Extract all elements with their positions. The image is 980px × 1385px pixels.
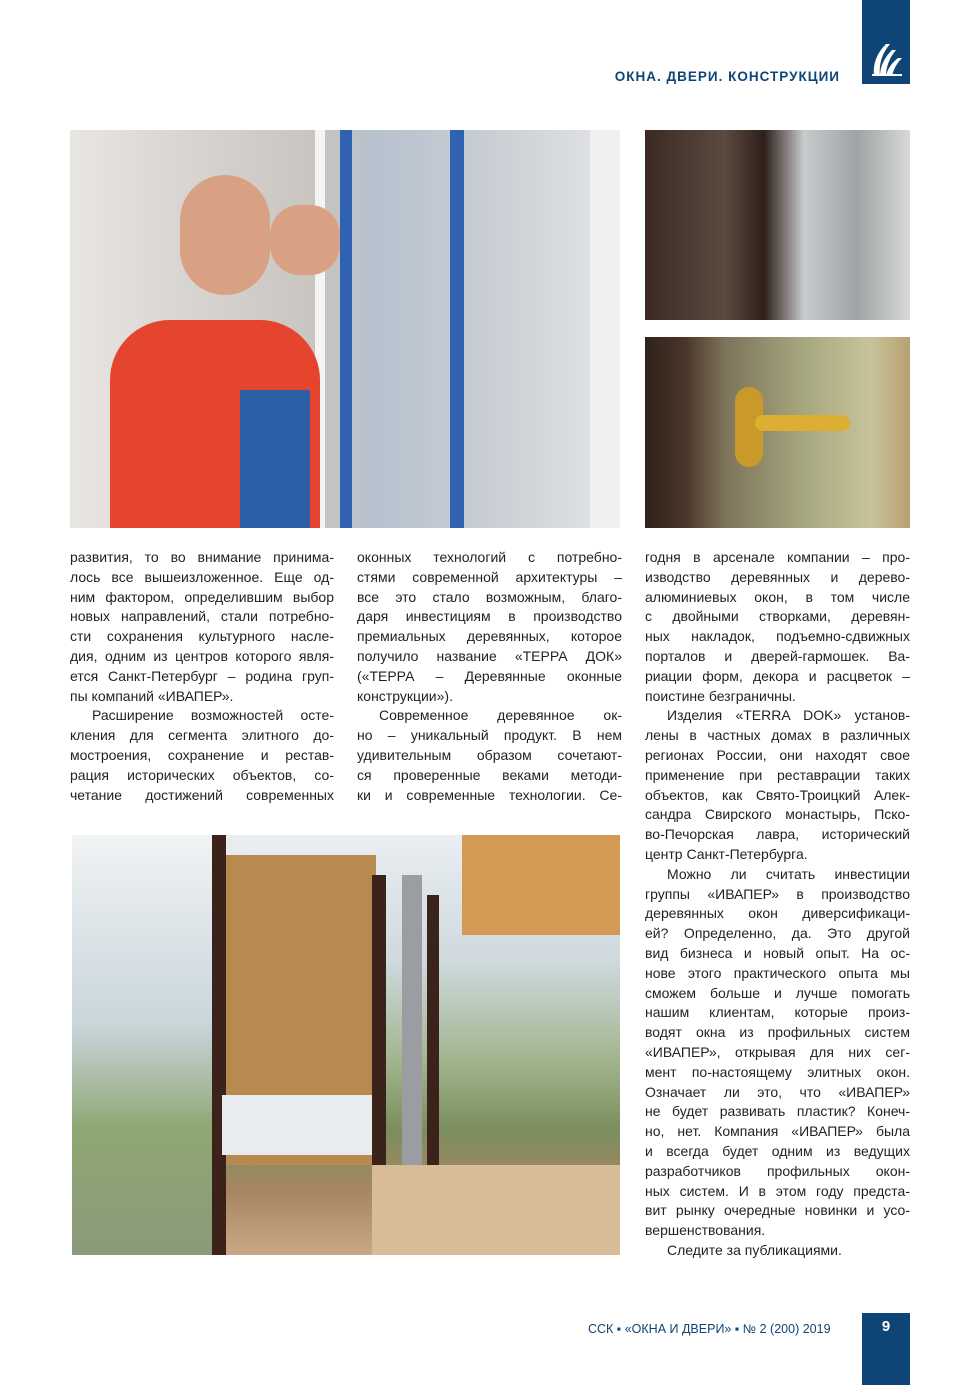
text-line: «ИВАПЕР», открывая для них сег- (645, 1043, 910, 1060)
text-line: Расширение возможностей осте- (92, 707, 334, 724)
photo-sliding-doors-bedroom (72, 835, 620, 1255)
text-line: дия, одним из центров которого явля- (70, 647, 334, 664)
text-line: развития, то во внимание принима- (70, 549, 334, 565)
text-line: применение при реставрации таких (645, 766, 910, 783)
text-line: лены в частных домах в различных (645, 727, 910, 744)
text-line: вит рынку очередные новинки и усо- (645, 1202, 910, 1219)
photo-installer-window (70, 130, 620, 528)
text-line: и всегда будет одним из ведущих (645, 1142, 910, 1159)
text-line: удивительным образом сочетают- (357, 746, 622, 763)
text-line: объектов, как Свято-Троицкий Алек- (645, 786, 910, 803)
text-line: ных накладок, подъемно-сдвижных (645, 628, 910, 645)
text-line: даря инвестициям в производство (357, 608, 622, 625)
text-line: оконных технологий с потребно- (357, 549, 622, 565)
text-line: группы «ИВАПЕР» в производство (645, 885, 910, 902)
text-line: получило название «ТЕРРА ДОК» (357, 647, 622, 664)
text-line: Современное деревянное ок- (379, 707, 622, 724)
logo-icon (868, 36, 904, 78)
text-line: кления для сегмента элитного до- (70, 727, 334, 744)
text-line: во-Печорская лавра, исторический (645, 826, 910, 843)
text-line: годня в арсенале компании – про- (645, 549, 910, 565)
text-line: деревянных окон диверсификаци- (645, 905, 910, 922)
text-line: с двойными створками, деревян- (645, 608, 910, 625)
text-line: изводство деревянных и дерево- (645, 568, 910, 585)
text-line: ки и современные технологии. Се- (357, 786, 622, 803)
text-line: все это стало возможным, благо- (357, 588, 622, 605)
text-line: мостроения, сохранение и рестав- (70, 746, 334, 763)
text-line: центр Санкт-Петербурга. (645, 845, 808, 862)
text-line: сти сохранения культурного насле- (70, 628, 334, 645)
text-line: ных систем. И в этом году предста- (645, 1182, 910, 1199)
text-line: нове этого практического опыта мы (645, 964, 910, 981)
photo-window-frame (645, 130, 910, 320)
text-line: регионах России, они находят свое (645, 746, 910, 763)
text-line: лось все вышеизложенное. Еще од- (70, 568, 334, 585)
footer-issue-info: ССК ▪ «ОКНА И ДВЕРИ» ▪ № 2 (200) 2019 (588, 1322, 831, 1336)
text-line: Означает ли это, что «ИВАПЕР» (645, 1083, 910, 1100)
text-line: алюминиевых окон, в том числе (645, 588, 910, 605)
text-line: вершенствования. (645, 1222, 766, 1239)
text-line: поистине безграничны. (645, 687, 796, 704)
text-line: ется Санкт-Петербург – родина груп- (70, 667, 334, 684)
text-line: рация исторических объектов, со- (70, 766, 334, 783)
text-line: ей? Определенно, да. Это другой (645, 925, 910, 942)
text-line: но, нет. Компания «ИВАПЕР» была (645, 1123, 910, 1140)
text-line: ся проверенные веками методи- (357, 766, 622, 783)
text-line: водят окна из профильных систем (645, 1024, 910, 1041)
page-number: 9 (881, 1318, 891, 1335)
text-line: разработчиков профильных окон- (645, 1162, 910, 1179)
text-line: новых направлений, стали потребно- (70, 608, 334, 625)
text-line: риации форм, декора и расцветок – (645, 667, 910, 684)
text-column-3 (645, 548, 910, 1261)
text-line: конструкции»). (357, 687, 453, 704)
text-line: нашим клиентам, которые произ- (645, 1004, 910, 1021)
text-line: Изделия «TERRA DOK» установ- (667, 707, 910, 724)
text-line: четание достижений современных (70, 786, 334, 803)
text-line: не будет развивать пластик? Конеч- (645, 1103, 910, 1120)
text-line: премиальных деревянных, которое (357, 628, 622, 645)
section-title: ОКНА. ДВЕРИ. КОНСТРУКЦИИ (614, 69, 840, 84)
photo-window-handle (645, 337, 910, 528)
text-column-2 (357, 548, 622, 805)
text-line: вид бизнеса и новый опыт. На ос- (645, 944, 910, 961)
text-line: Следите за публикациями. (667, 1241, 842, 1258)
text-column-1 (70, 548, 334, 805)
text-line: сандра Свирского монастырь, Пско- (645, 806, 910, 823)
text-line: сможем больше и лучше помогать (645, 984, 910, 1001)
text-line: ним фактором, определившим выбор (70, 588, 334, 605)
text-line: порталов и дверей-гармошек. Ва- (645, 647, 910, 664)
text-line: стями современной архитектуры – (357, 568, 622, 585)
text-line: но – уникальный продукт. В нем (357, 727, 622, 744)
text-line: пы компаний «ИВАПЕР». (70, 687, 234, 704)
text-line: Можно ли считать инвестиции (667, 865, 910, 882)
text-line: мент по-настоящему элитных окон. (645, 1063, 910, 1080)
text-line: («ТЕРРА – Деревянные оконные (357, 667, 622, 684)
